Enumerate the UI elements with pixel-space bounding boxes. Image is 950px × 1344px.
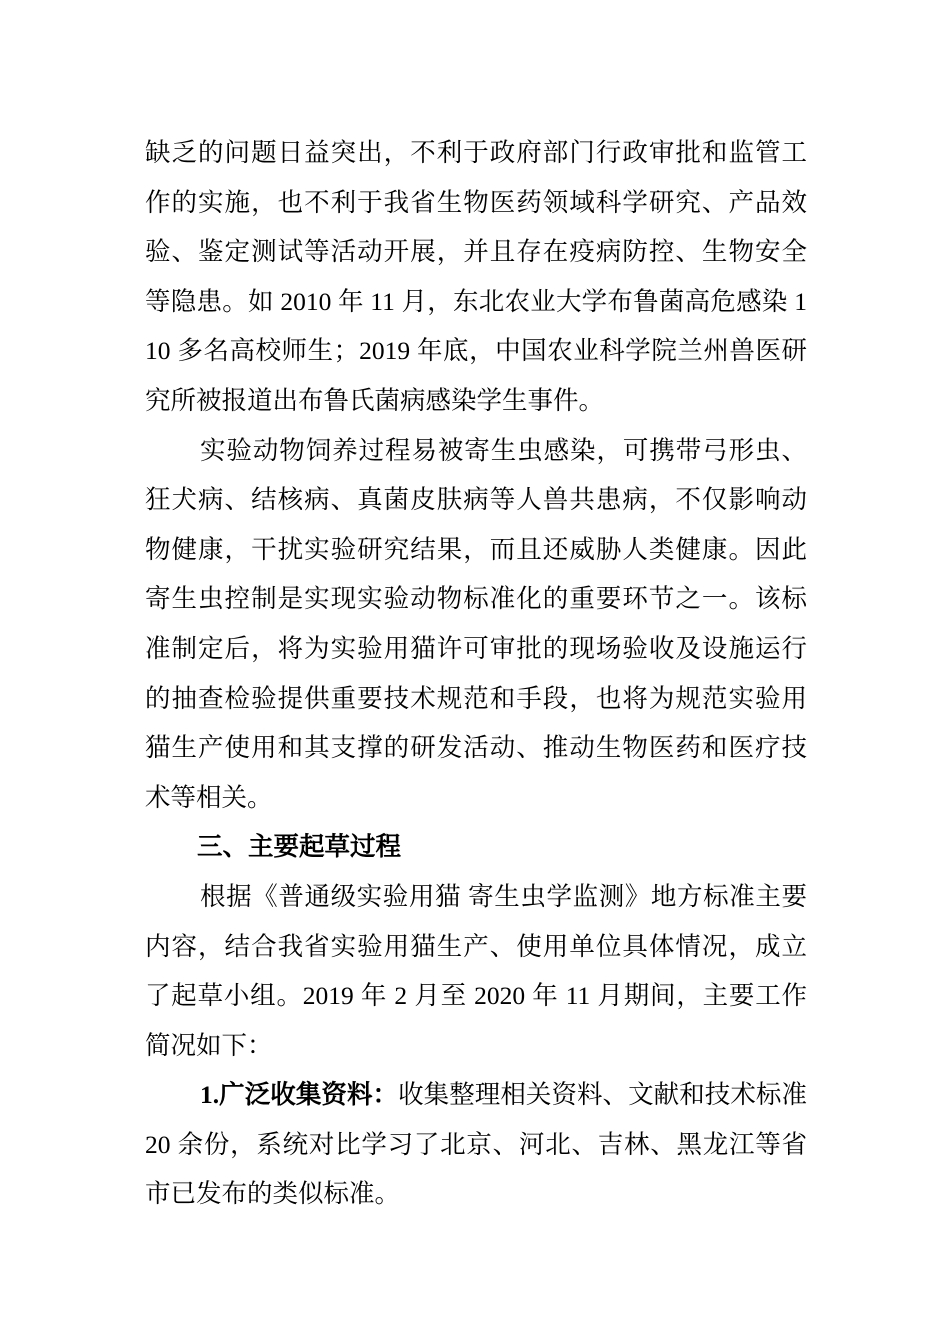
list-item-collect-materials [145,1070,807,1219]
paragraph-continuation: 缺乏的问题日益突出，不利于政府部门行政审批和监管工作的实施，也不利于我省生物医药领域科学研究、产品效验、鉴定测试等活动开展，并且存在疫病防控、生物安全等隐患。如 2010 年 11 月，东北农业大学布鲁菌高危感染 110 多名高校师生；2019 年底，中国农业科学院兰州兽医研究所被报道出布鲁氏菌病感染学生事件。 [145,138,807,415]
paragraph-drafting-intro: 根据《普通级实验用猫 寄生虫学监测》地方标准主要内容，结合我省实验用猫生产、使用单位具体情况，成立了起草小组。2019 年 2 月至 2020 年 11 月期间，主要工作简况如下： [145,881,807,1060]
paragraph-parasite-control: 实验动物饲养过程易被寄生虫感染，可携带弓形虫、狂犬病、结核病、真菌皮肤病等人兽共患病，不仅影响动物健康，干扰实验研究结果，而且还威胁人类健康。因此寄生虫控制是实现实验动物标准化的重要环节之一。该标准制定后，将为实验用猫许可审批的现场验收及设施运行的抽查检验提供重要技术规范和手段，也将为规范实验用猫生产使用和其支撑的研发活动、推动生物医药和医疗技术等相关。 [145,435,807,812]
list-item-text: 收集整理相关资料、文献和技术标准 20 余份，系统对比学习了北京、河北、吉林、黑龙江等省市已发布的类似标准。 [145,1080,807,1209]
list-item-label: 1.广泛收集资料： [200,1080,399,1110]
section-heading-drafting-process: 三、主要起草过程 [197,832,402,862]
document-body [145,128,807,1219]
